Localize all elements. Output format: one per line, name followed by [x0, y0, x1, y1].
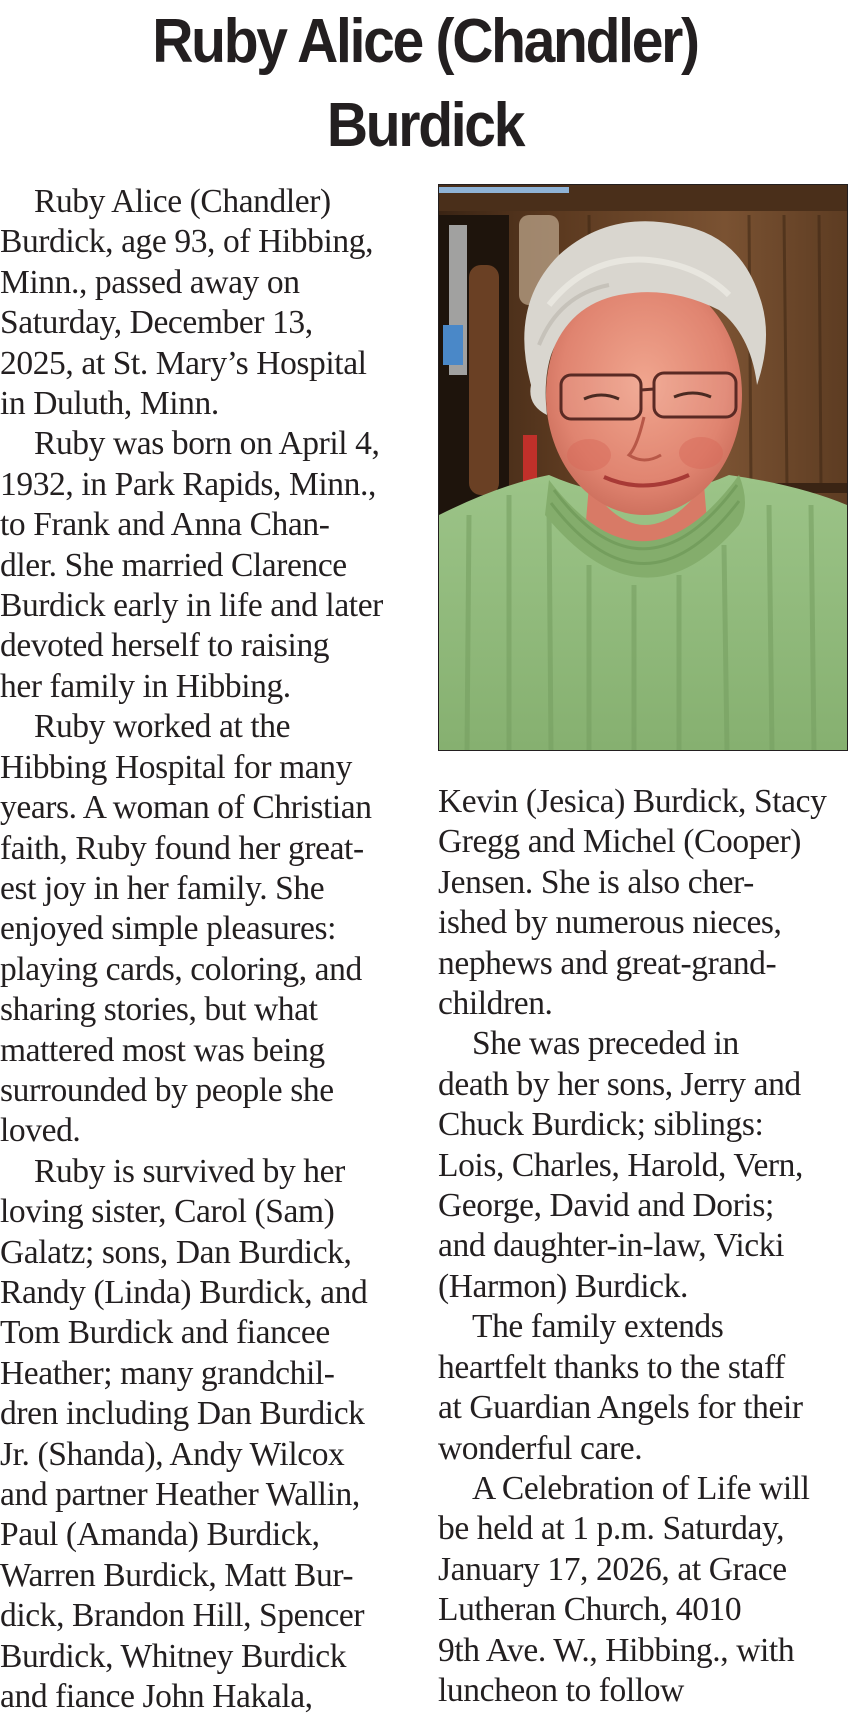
body-text-line: children. [438, 985, 553, 1023]
body-text-line: be held at 1 p.m. Saturday, [438, 1510, 785, 1548]
body-text-line: years. A woman of Christian [0, 789, 372, 827]
body-text-line: nephews and great-grand- [438, 944, 777, 982]
body-text-line: and partner Heather Wallin, [0, 1476, 360, 1513]
body-text-line: at Guardian Angels for their [438, 1389, 803, 1427]
body-text-line: est joy in her family. She [0, 869, 325, 907]
body-text-line: 2025, at St. Mary’s Hospital [0, 344, 367, 382]
body-text-line: sharing stories, but what [0, 991, 318, 1029]
body-text-line: in Duluth, Minn. [0, 385, 219, 423]
body-text-line: 9th Ave. W., Hibbing., with [438, 1631, 795, 1669]
body-text-line: Hibbing Hospital for many [0, 748, 352, 786]
body-text-line: Gregg and Michel (Cooper) [438, 823, 802, 861]
body-text-line: Burdick, age 93, of Hibbing, [0, 223, 374, 261]
obituary-body-right-column [438, 782, 850, 1711]
body-text-line: Paul (Amanda) Burdick, [0, 1516, 320, 1554]
body-text-line: Kevin (Jesica) Burdick, Stacy [438, 783, 827, 820]
body-text-line: wonderful care. [438, 1429, 643, 1467]
obituary-title [34, 0, 816, 168]
body-text-line: Ruby is survived by her [34, 1152, 345, 1190]
body-text-line: enjoyed simple pleasures: [0, 910, 337, 948]
body-text-line: Lois, Charles, Harold, Vern, [438, 1146, 803, 1184]
body-text-line: ished by numerous nieces, [438, 904, 782, 942]
body-text-line: 1932, in Park Rapids, Minn., [0, 465, 376, 503]
body-text-line: loving sister, Carol (Sam) [0, 1193, 335, 1231]
body-text-line: The family extends [472, 1308, 724, 1346]
body-text-line: Galatz; sons, Dan Burdick, [0, 1233, 352, 1271]
obituary-body-left-column [0, 182, 420, 1717]
body-text-line: to Frank and Anna Chan- [0, 506, 330, 544]
body-text-line: faith, Ruby found her great- [0, 829, 364, 867]
body-text-line: and fiance John Hakala, [0, 1678, 313, 1716]
body-text-line: dler. She married Clarence [0, 546, 347, 584]
body-text-line: heartfelt thanks to the staff [438, 1348, 785, 1386]
body-text-line: and daughter-in-law, Vicki [438, 1227, 784, 1265]
body-text-line: her family in Hibbing. [0, 667, 291, 705]
portrait-illustration [439, 185, 847, 750]
body-text-line: Ruby Alice (Chandler) [34, 183, 331, 220]
body-text-line: Heather; many grandchil- [0, 1354, 335, 1392]
body-text-line: Jensen. She is also cher- [438, 863, 754, 901]
body-text-line: luncheon to follow [438, 1671, 684, 1709]
body-text-line: Minn., passed away on [0, 263, 300, 301]
body-text-line: Burdick early in life and later [0, 587, 383, 625]
body-text-line: Ruby worked at the [34, 708, 291, 746]
body-text-line: Jr. (Shanda), Andy Wilcox [0, 1435, 345, 1473]
body-text-line: Burdick, Whitney Burdick [0, 1637, 347, 1675]
body-text-line: mattered most was being [0, 1031, 325, 1069]
body-text-line: Lutheran Church, 4010 [438, 1591, 742, 1629]
body-text-line: A Celebration of Life will [472, 1469, 810, 1507]
body-text-line: loved. [0, 1112, 81, 1150]
body-text-line: Chuck Burdick; siblings: [438, 1106, 764, 1144]
body-text-line: devoted herself to raising [0, 627, 330, 665]
body-text-line: Warren Burdick, Matt Bur- [0, 1556, 354, 1594]
body-text-line: January 17, 2026, at Grace [438, 1550, 787, 1588]
title-line-1: Ruby Alice (Chandler) [152, 7, 698, 76]
title-line-2: Burdick [326, 91, 524, 160]
body-text-line: (Harmon) Burdick. [438, 1267, 688, 1305]
body-text-line: She was preceded in [472, 1025, 739, 1063]
body-text-line: surrounded by people she [0, 1071, 334, 1109]
body-text-line: Tom Burdick and fiancee [0, 1314, 330, 1352]
body-text-line: dren including Dan Burdick [0, 1395, 365, 1433]
body-text-line: Ruby was born on April 4, [34, 425, 380, 463]
body-text-line: death by her sons, Jerry and [438, 1065, 801, 1103]
body-text-line: dick, Brandon Hill, Spencer [0, 1597, 365, 1635]
body-text-line: George, David and Doris; [438, 1187, 774, 1225]
obituary-portrait-photo [438, 184, 848, 751]
body-text-line: Saturday, December 13, [0, 304, 313, 342]
body-text-line: playing cards, coloring, and [0, 950, 362, 988]
body-text-line: Randy (Linda) Burdick, and [0, 1273, 368, 1311]
